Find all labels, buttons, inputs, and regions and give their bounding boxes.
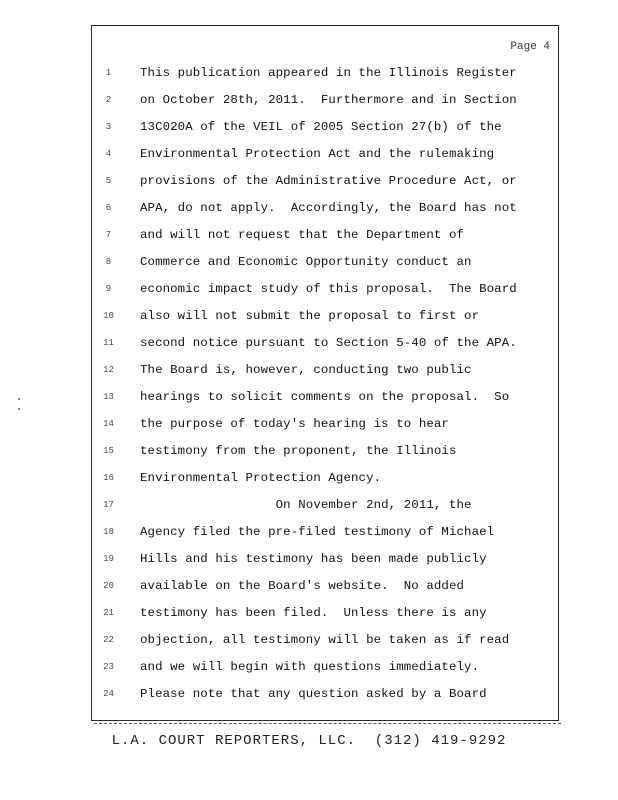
transcript-line (92, 194, 558, 221)
line-text: Agency filed the pre-filed testimony of Michael (140, 524, 495, 539)
line-number: 22 (103, 634, 114, 645)
transcript-line (92, 275, 558, 302)
line-text: available on the Board's website. No added (140, 578, 465, 593)
transcript-line (92, 680, 558, 707)
line-number: 2 (105, 94, 112, 105)
line-number: 19 (103, 553, 114, 564)
transcript-lines (92, 59, 558, 707)
transcript-line (92, 113, 558, 140)
line-number: 13 (103, 391, 114, 402)
transcript-line (92, 437, 558, 464)
line-number: 11 (103, 337, 114, 348)
transcript-line (92, 302, 558, 329)
line-number: 12 (103, 364, 114, 375)
line-number: 18 (103, 526, 114, 537)
line-text: on October 28th, 2011. Furthermore and in Section (140, 92, 517, 107)
line-text: testimony from the proponent, the Illinois (140, 443, 457, 458)
transcript-line (92, 383, 558, 410)
line-number: 6 (105, 202, 112, 213)
line-number: 5 (105, 175, 112, 186)
transcript-line (92, 356, 558, 383)
line-text: hearings to solicit comments on the proposal. So (140, 389, 510, 404)
line-number: 15 (103, 445, 114, 456)
transcript-line (92, 329, 558, 356)
transcript-line (92, 626, 558, 653)
line-text: second notice pursuant to Section 5-40 of the APA. (140, 335, 517, 350)
line-text: and we will begin with questions immediately. (140, 659, 480, 674)
line-text: testimony has been filed. Unless there is any (140, 605, 487, 620)
line-text: and will not request that the Department of (140, 227, 465, 242)
line-text: Hills and his testimony has been made publicly (140, 551, 487, 566)
line-text: provisions of the Administrative Procedure Act, or (140, 173, 517, 188)
line-text: This publication appeared in the Illinois Register (140, 65, 517, 80)
line-text: Please note that any question asked by a Board (140, 686, 487, 701)
line-number: 9 (105, 283, 112, 294)
line-text: economic impact study of this proposal. The Board (140, 281, 517, 296)
transcript-line (92, 221, 558, 248)
line-number: 20 (103, 580, 114, 591)
line-text: the purpose of today's hearing is to hear (140, 416, 449, 431)
transcript-line (92, 491, 558, 518)
line-number: 3 (105, 121, 112, 132)
line-number: 24 (103, 688, 114, 699)
line-number: 16 (103, 472, 114, 483)
line-number: 14 (103, 418, 114, 429)
transcript-line (92, 545, 558, 572)
transcript-line (92, 167, 558, 194)
transcript-line (92, 248, 558, 275)
line-text: On November 2nd, 2011, the (140, 497, 472, 512)
line-number: 7 (105, 229, 112, 240)
line-number: 4 (105, 148, 112, 159)
transcript-line (92, 86, 558, 113)
line-text: The Board is, however, conducting two public (140, 362, 472, 377)
transcript-page (91, 25, 559, 721)
line-text: 13C020A of the VEIL of 2005 Section 27(b) of the (140, 119, 502, 134)
transcript-line (92, 464, 558, 491)
line-number: 1 (105, 67, 112, 78)
transcript-line (92, 518, 558, 545)
line-text: Commerce and Economic Opportunity conduct an (140, 254, 472, 269)
transcript-line (92, 140, 558, 167)
page-number: Page 4 (510, 41, 550, 53)
margin-mark (18, 398, 20, 412)
line-text: Environmental Protection Act and the rulemaking (140, 146, 495, 161)
court-reporter-footer: L.A. COURT REPORTERS, LLC. (312) 419-9292 (111, 733, 507, 749)
transcript-line (92, 59, 558, 86)
line-text: APA, do not apply. Accordingly, the Board has not (140, 200, 517, 215)
transcript-line (92, 410, 558, 437)
line-text: objection, all testimony will be taken as if read (140, 632, 510, 647)
line-number: 10 (103, 310, 114, 321)
line-number: 23 (103, 661, 114, 672)
line-text: also will not submit the proposal to first or (140, 308, 480, 323)
transcript-line (92, 653, 558, 680)
line-text: Environmental Protection Agency. (140, 470, 382, 485)
line-number: 17 (103, 499, 114, 510)
transcript-line (92, 599, 558, 626)
line-number: 21 (103, 607, 114, 618)
line-number: 8 (105, 256, 112, 267)
transcript-line (92, 572, 558, 599)
